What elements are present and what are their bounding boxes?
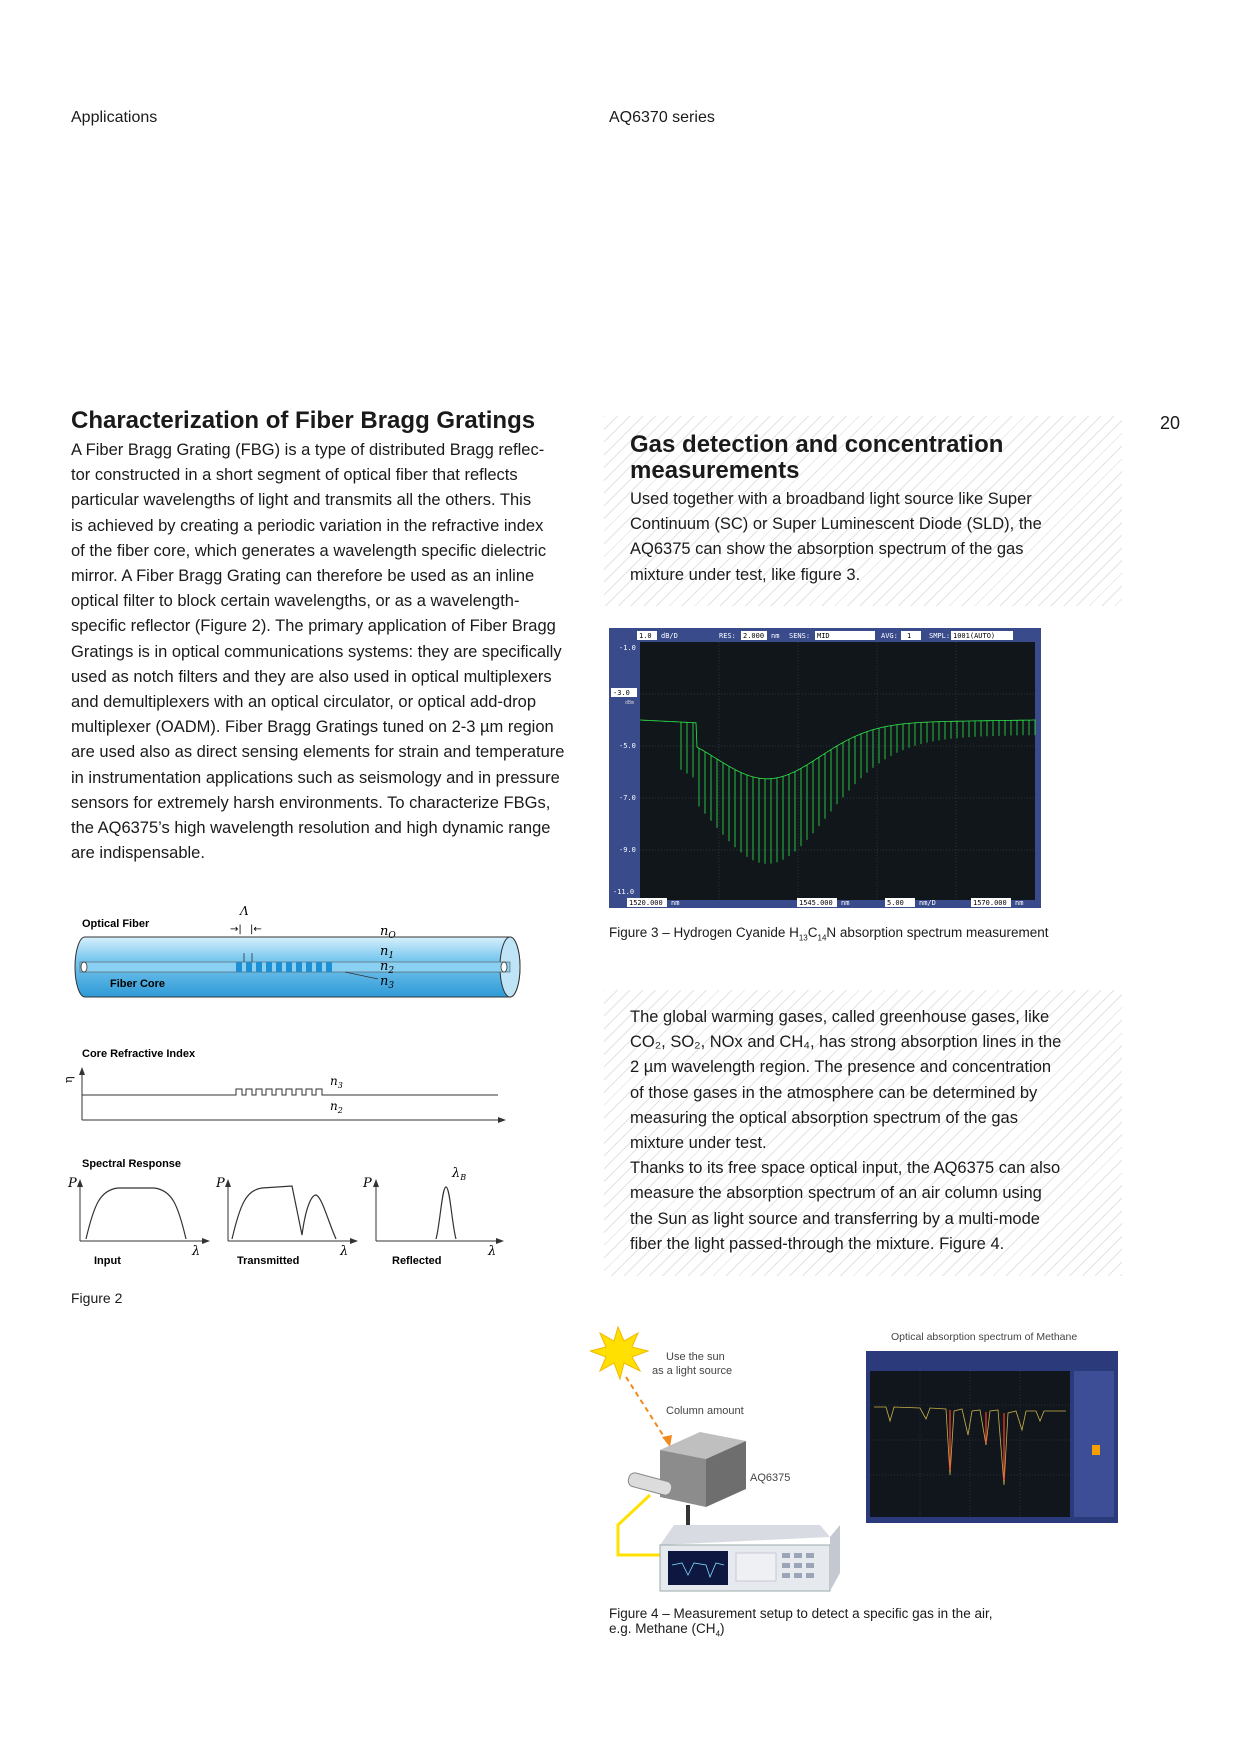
svg-text:SENS:: SENS: bbox=[789, 632, 811, 640]
input-label: Input bbox=[94, 1255, 121, 1267]
greenhouse-line: The global warming gases, called greenhouse gases, like bbox=[630, 1008, 1050, 1026]
svg-text:P: P bbox=[363, 1176, 372, 1191]
reflected-curve bbox=[436, 1187, 456, 1239]
greenhouse-line: mixture under test. bbox=[630, 1134, 767, 1153]
svg-text:SMPL:: SMPL: bbox=[929, 632, 951, 640]
svg-text:λ: λ bbox=[192, 1244, 201, 1259]
column-amount-label: Column amount bbox=[666, 1405, 744, 1417]
greenhouse-line: the Sun as light source and transferring by a multi-mode bbox=[630, 1209, 1040, 1228]
svg-text:n2: $n_2$ bbox=[380, 959, 395, 976]
period-symbol: Λ bbox=[240, 905, 249, 918]
instrument-label: AQ6375 bbox=[750, 1472, 791, 1484]
svg-text:nm: nm bbox=[1015, 899, 1024, 907]
reflected-label: Reflected bbox=[392, 1255, 442, 1267]
gas-cell-icon bbox=[627, 1432, 746, 1536]
greenhouse-line: of those gases in the atmosphere can be determined by bbox=[630, 1083, 1038, 1102]
svg-text:-11.0: -11.0 bbox=[613, 888, 635, 896]
transmitted-label: Transmitted bbox=[237, 1255, 300, 1267]
svg-text:n2: $n_2$ bbox=[330, 1099, 343, 1115]
svg-text:1520.000: 1520.000 bbox=[629, 899, 663, 907]
optical-fiber-label: Optical Fiber bbox=[82, 918, 150, 930]
svg-text:1570.000: 1570.000 bbox=[973, 899, 1007, 907]
figure3-scope bbox=[609, 628, 1041, 908]
fbg-line: mirror. A Fiber Bragg Grating can therefore be used as an inline bbox=[71, 567, 535, 586]
gas-line: Used together with a broadband light source like Super bbox=[630, 490, 1032, 508]
svg-text:-1.0: -1.0 bbox=[619, 644, 636, 652]
greenhouse-line: Thanks to its free space optical input, the AQ6375 can also bbox=[630, 1159, 1061, 1178]
greenhouse-line: measure the absorption spectrum of an air column using bbox=[630, 1184, 1042, 1203]
figure4-caption: Figure 4 – Measurement setup to detect a specific gas in the air, e.g. Methane $(CH_4)$ bbox=[609, 1606, 993, 1639]
fbg-line: is achieved by creating a periodic variation in the refractive index bbox=[71, 516, 544, 535]
greenhouse-line: measuring the optical absorption spectrum of the gas bbox=[630, 1108, 1018, 1127]
fbg-line: multiplexer (OADM). Fiber Bragg Gratings tuned on 2-3 µm region bbox=[71, 718, 554, 737]
svg-text:5.00: 5.00 bbox=[887, 899, 904, 907]
svg-text:λB: $\lambda_B$ bbox=[452, 1166, 467, 1182]
svg-text:1.0: 1.0 bbox=[639, 632, 652, 640]
gas-line: Continuum (SC) or Super Luminescent Diode (SLD), the bbox=[630, 515, 1042, 534]
svg-text:-9.0: -9.0 bbox=[619, 846, 636, 854]
gas-paragraph bbox=[630, 487, 1110, 588]
svg-text:-5.0: -5.0 bbox=[619, 742, 636, 750]
fiber-core-label: Fiber Core bbox=[110, 978, 166, 990]
svg-text:1545.000: 1545.000 bbox=[799, 899, 833, 907]
figure3-caption: Figure 3 – Hydrogen Cyanide $H_{13}C_{14}N$ absorption spectrum measurement bbox=[609, 925, 1049, 943]
svg-text:dB/D: dB/D bbox=[661, 632, 678, 640]
methane-spectrum-screenshot bbox=[866, 1351, 1118, 1523]
svg-text:dBm: dBm bbox=[625, 700, 635, 706]
product-series: AQ6370 series bbox=[609, 109, 715, 126]
gas-line: mixture under test, like figure 3. bbox=[630, 565, 861, 584]
transmitted-curve bbox=[232, 1186, 336, 1239]
figure2-caption: Figure 2 bbox=[71, 1290, 123, 1306]
figure4-setup bbox=[590, 1325, 1130, 1595]
spectrum-title: Optical absorption spectrum of Methane bbox=[891, 1331, 1078, 1343]
svg-text:-3.0: -3.0 bbox=[613, 689, 630, 697]
svg-text:→|: →| bbox=[230, 924, 242, 935]
svg-text:η: η bbox=[62, 1076, 75, 1083]
svg-text:n3: $n_3$ bbox=[330, 1074, 343, 1090]
fiber-core bbox=[80, 962, 510, 972]
greenhouse-line: CO₂, SO₂, NOx and CH₄, has strong absorption lines in the bbox=[630, 1033, 1062, 1052]
sun-label-1: Use the sun bbox=[666, 1351, 725, 1363]
svg-text:-7.0: -7.0 bbox=[619, 794, 636, 802]
page-number: 20 bbox=[1160, 413, 1181, 433]
fbg-line: in instrumentation applications such as seismology and in pressure bbox=[71, 768, 560, 787]
section-label: Applications bbox=[71, 109, 158, 126]
input-curve bbox=[86, 1188, 186, 1239]
svg-text:nm: nm bbox=[671, 899, 680, 907]
fbg-line: sensors for extremely harsh environments. To characterize FBGs, bbox=[71, 793, 551, 812]
svg-text:P: P bbox=[216, 1176, 225, 1191]
fbg-line: of the fiber core, which generates a wavelength specific dielectric bbox=[71, 541, 547, 560]
index-profile bbox=[82, 1089, 498, 1095]
fbg-line: tor constructed in a short segment of optical fiber that reflects bbox=[71, 466, 518, 485]
svg-text:AVG:: AVG: bbox=[881, 632, 898, 640]
svg-text:1: 1 bbox=[907, 632, 912, 640]
greenhouse-line: fiber the light passed-through the mixture. Figure 4. bbox=[630, 1234, 1005, 1253]
figure2-diagram bbox=[60, 905, 530, 1270]
fbg-title: Characterization of Fiber Bragg Gratings bbox=[71, 407, 536, 434]
fbg-line: A Fiber Bragg Grating (FBG) is a type of distributed Bragg reflec- bbox=[71, 441, 545, 459]
svg-text:nm: nm bbox=[771, 632, 780, 640]
aq6375-instrument-icon bbox=[660, 1525, 840, 1591]
fbg-paragraph bbox=[71, 438, 591, 866]
svg-text:2.000: 2.000 bbox=[743, 632, 765, 640]
svg-text:|←: |← bbox=[250, 924, 262, 935]
fbg-line: optical filter to block certain wavelengths, or as a wavelength- bbox=[71, 592, 520, 611]
fbg-line: are used also as direct sensing elements for strain and temperature bbox=[71, 743, 565, 762]
svg-text:MID: MID bbox=[817, 632, 830, 640]
svg-text:nm: nm bbox=[841, 899, 850, 907]
fbg-line: are indispensable. bbox=[71, 844, 205, 863]
svg-text:λ: λ bbox=[340, 1244, 349, 1259]
svg-text:λ: λ bbox=[488, 1244, 497, 1259]
svg-text:P: P bbox=[68, 1176, 77, 1191]
svg-text:n3: $n_3$ bbox=[380, 974, 395, 991]
svg-text:RES:: RES: bbox=[719, 632, 736, 640]
greenhouse-line: 2 µm wavelength region. The presence and concentration bbox=[630, 1058, 1052, 1077]
gas-line: AQ6375 can show the absorption spectrum of the gas bbox=[630, 540, 1024, 559]
sun-icon bbox=[590, 1327, 648, 1379]
fbg-line: Gratings is in optical communications systems: they are specifically bbox=[71, 642, 562, 661]
sun-label-2: as a light source bbox=[652, 1365, 733, 1377]
fbg-line: particular wavelengths of light and transmits all the others. This bbox=[71, 491, 532, 510]
fbg-line: and demultiplexers with an optical circulator, or optical add-drop bbox=[71, 693, 536, 712]
svg-text:1001(AUTO): 1001(AUTO) bbox=[953, 632, 996, 640]
light-ray bbox=[626, 1377, 668, 1443]
gas-panel bbox=[604, 416, 1122, 606]
svg-text:nO: $n_O$ bbox=[380, 924, 396, 941]
spectral-response-label: Spectral Response bbox=[82, 1158, 182, 1170]
svg-text:n1: $n_1$ bbox=[380, 944, 395, 961]
greenhouse-panel bbox=[604, 990, 1122, 1276]
fbg-line: the AQ6375’s high wavelength resolution and high dynamic range bbox=[71, 819, 551, 838]
fbg-line: specific reflector (Figure 2). The primary application of Fiber Bragg bbox=[71, 617, 556, 636]
gas-title: Gas detection and concentration measurements bbox=[630, 431, 1004, 484]
svg-text:nm/D: nm/D bbox=[919, 899, 936, 907]
fbg-line: used as notch filters and they are also used in optical multiplexers bbox=[71, 667, 552, 686]
core-index-label: Core Refractive Index bbox=[82, 1048, 196, 1060]
